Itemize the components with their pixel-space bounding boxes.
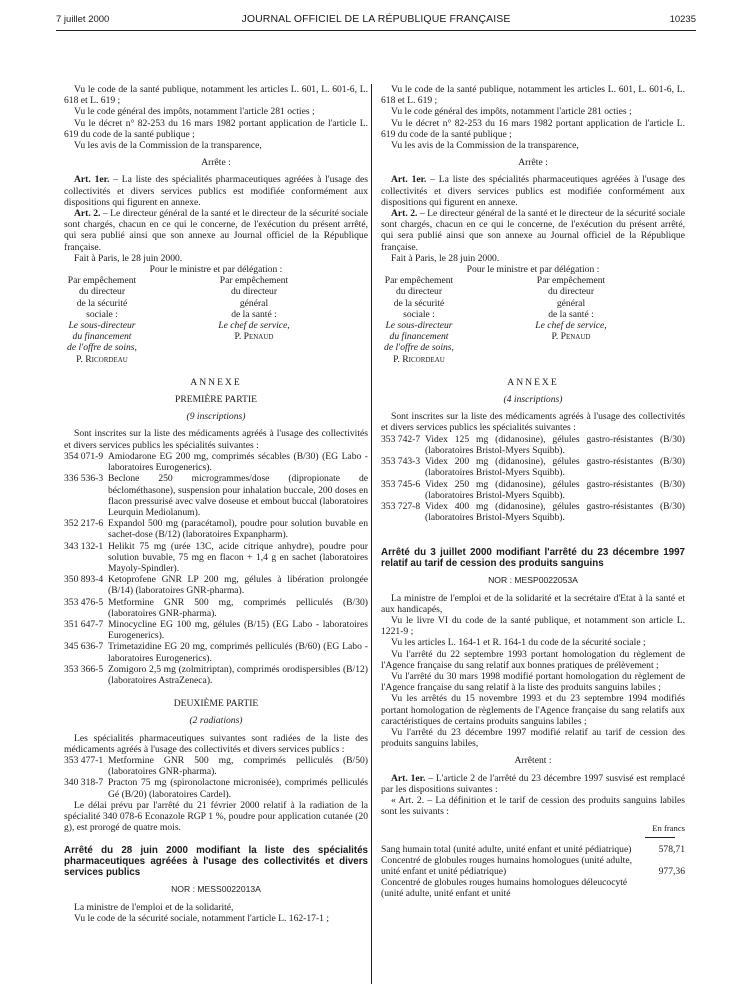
preamble-paragraph: Vu le livre VI du code de la santé publique, et notamment son article L. 1221-9 ; xyxy=(381,614,685,638)
row-value: 578,71 xyxy=(658,843,685,855)
item-text: Practon 75 mg (spironolactone micronisée), comprimés pelliculés Gé (B/20) (laboratoires Cardel). xyxy=(108,777,368,800)
signatory-name: P. Ricordeau xyxy=(393,353,445,365)
nor-reference: NOR : MESS0022013A xyxy=(171,884,261,895)
article-1 xyxy=(64,174,368,208)
signature-line: Le chef de service, xyxy=(218,320,290,332)
item-code: 353 366-5 xyxy=(64,663,104,675)
arretent-heading: Arrêtent : xyxy=(514,755,552,767)
list-item xyxy=(64,574,368,596)
vu-paragraph: Vu les avis de la Commission de la transparence, xyxy=(74,140,262,152)
item-code: 353 727-8 xyxy=(381,500,421,512)
signature-line: du directeur général xyxy=(230,286,278,309)
header-journal-title: JOURNAL OFFICIEL DE LA RÉPUBLIQUE FRANÇAISE xyxy=(241,13,511,25)
signature-line: Par empêchement du directeur xyxy=(67,275,137,298)
signature-line: Par empêchement du directeur xyxy=(384,275,454,298)
signature-line: de la santé : xyxy=(231,308,277,320)
item-code: 353 745-6 xyxy=(381,478,421,490)
row-label: Concentré de globules rouges humains homologues déleucocyté (unité adulte, unité enfant et unité xyxy=(381,877,628,900)
vu-paragraph: Vu les avis de la Commission de la transparence, xyxy=(391,140,579,152)
preamble-paragraph: Vu les articles L. 164-1 et R. 164-1 du code de la sécurité sociale ; xyxy=(391,637,646,649)
item-text: Metformine GNR 500 mg, comprimés pelliculés (B/30) (laboratoires GNR-pharma). xyxy=(108,596,368,619)
list-item xyxy=(381,456,685,478)
item-text: Minocycline EG 100 mg, gélules (B/15) (EG Labo - laboratoires Eurogenerics). xyxy=(108,618,368,642)
item-text: Ketoprofene GNR LP 200 mg, gélules à libération prolongée (B/14) (laboratoires GNR-pharma). xyxy=(108,574,368,597)
article-1 xyxy=(381,174,685,208)
decree-title: Arrêté du 3 juillet 2000 modifiant l'arrêté du 23 décembre 1997 relatif au tarif de cession des produits sanguins xyxy=(381,547,685,570)
signature-right xyxy=(533,275,685,365)
item-code: 351 647-7 xyxy=(64,618,104,630)
list-item xyxy=(64,451,368,473)
inscriptions-count: (9 inscriptions) xyxy=(186,411,246,423)
signature-line: de la sécurité sociale : xyxy=(76,297,128,320)
row-label: Sang humain total (unité adulte, unité enfant et unité pédiatrique) xyxy=(381,843,632,855)
item-text: Expandol 500 mg (paracétamol), poudre pour solution buvable en sachet-dose (B/12) (laboratoires Expanpharm). xyxy=(108,518,368,541)
header-rule xyxy=(56,30,696,31)
item-code: 336 536-3 xyxy=(64,473,104,485)
item-text: Videx 125 mg (didanosine), gélules gastro-résistantes (B/30) (laboratoires Bristol-Myers Squibb). xyxy=(425,433,685,456)
list-item xyxy=(64,619,368,641)
list-item xyxy=(64,473,368,518)
article-label: Art. 1er. xyxy=(74,174,110,186)
right-column xyxy=(381,84,685,900)
vu-paragraph: Vu le code général des impôts, notamment l'article 281 octies ; xyxy=(391,106,632,118)
article-text: – Le directeur général de la santé et le directeur de la sécurité sociale sont chargés, chacun en ce qui le concerne, de l'exécution du présent arrêté, qui sera publié ainsi que son annexe au Journal officiel de la République française. xyxy=(64,208,369,253)
list-item xyxy=(381,434,685,456)
article-label: Art. 2. xyxy=(74,208,101,220)
item-code: 345 636-7 xyxy=(64,641,104,653)
nor-reference: NOR : MESP0022053A xyxy=(488,575,578,586)
item-text: Helikit 75 mg (urée 13C, acide citrique anhydre), poudre pour solution buvable, 75 mg en flacon + 1,4 g en sachet (laboratoires Mayoly-Spindler). xyxy=(108,540,368,574)
vu-paragraph: Vu le décret n° 82-253 du 16 mars 1982 portant application de l'article L. 619 du code de la santé publique ; xyxy=(381,117,685,140)
signature-line: de la santé : xyxy=(548,308,594,320)
minister-line: La ministre de l'emploi et de la solidarité, xyxy=(74,901,234,913)
signature-line: de la sécurité sociale : xyxy=(393,297,445,320)
signature-line: du directeur général xyxy=(547,286,595,309)
list-item xyxy=(64,755,368,777)
item-code: 343 132-1 xyxy=(64,540,104,552)
preamble-paragraph: Vu les arrêtés du 15 novembre 1993 et du 23 septembre 1994 modifiés portant homologation de règlements de l'Agence française du sang relatifs aux caractéristiques de certains produits sanguins labiles ; xyxy=(381,693,685,727)
column-divider xyxy=(371,84,372,984)
list-item xyxy=(64,641,368,663)
list-item xyxy=(64,541,368,575)
table-row xyxy=(381,844,685,855)
delegation-line: Pour le ministre et par délégation : xyxy=(466,264,600,276)
vu-paragraph: Vu le décret n° 82-253 du 16 mars 1982 portant application de l'article L. 619 du code de la santé publique ; xyxy=(64,117,368,140)
header-date: 7 juillet 2000 xyxy=(56,14,110,25)
list-item xyxy=(64,597,368,619)
vu-paragraph: Vu le code de la santé publique, notamment les articles L. 601, L. 601-6, L. 618 et L. 619 ; xyxy=(381,84,685,107)
signatory-name: P. Penaud xyxy=(551,331,591,343)
signature-line: Par empêchement xyxy=(536,275,606,287)
article-text: – Le directeur général de la santé et le directeur de la sécurité sociale sont chargés, chacun en ce qui le concerne, de l'exécution du présent arrêté, qui sera publié ainsi que son annexe au Journal officiel de la République française. xyxy=(381,208,686,253)
article-text: – L'article 2 de l'arrêté du 23 décembre 1997 susvisé est remplacé par les dispositions suivantes : xyxy=(381,772,685,795)
signature-block xyxy=(381,275,685,365)
page-header xyxy=(56,14,696,28)
item-text: Videx 250 mg (didanosine), gélules gastro-résistantes (B/30) (laboratoires Bristol-Myers Squibb). xyxy=(425,478,685,501)
item-text: Beclone 250 microgrammes/dose (dipropionate de béclométhasone), suspension pour inhalation buccale, 200 doses en flacon pressurisé avec valve doseuse et embout buccal (laboratoires Leurquin Mediolanum). xyxy=(108,473,368,518)
item-code: 353 743-3 xyxy=(381,456,421,468)
item-text: Metformine GNR 500 mg, comprimés pelliculés (B/50) (laboratoires GNR-pharma). xyxy=(108,754,368,778)
signatory-name: P. Ricordeau xyxy=(76,353,128,365)
item-code: 353 477-1 xyxy=(64,754,104,766)
article-label: Art. 2. xyxy=(391,208,418,220)
arrete-heading: Arrête : xyxy=(518,157,548,169)
table-row xyxy=(381,855,685,877)
item-code: 340 318-7 xyxy=(64,777,104,789)
preamble-paragraph: Vu l'arrêté du 30 mars 1998 modifié portant homologation du règlement de l'Agence française du sang relatif à la liste des produits sanguins labiles ; xyxy=(381,670,685,694)
list-intro: Les spécialités pharmaceutiques suivantes sont radiées de la liste des médicaments agréés à l'usage des collectivités et divers services publics : xyxy=(64,732,368,755)
signature-line: de l'offre de soins, xyxy=(384,342,454,354)
signature-left xyxy=(381,275,533,365)
signature-line: Le sous-directeur du financement xyxy=(385,320,453,343)
part-heading: DEUXIÈME PARTIE xyxy=(173,698,259,710)
vu-paragraph: Vu le code général des impôts, notamment l'article 281 octies ; xyxy=(74,106,315,118)
radiations-count: (2 radiations) xyxy=(189,715,243,727)
delay-paragraph: Le délai prévu par l'arrêté du 21 février 2000 relatif à la radiation de la spécialité 340 078-6 Econazole RGP 1 %, poudre pour application cutanée (20 g), est prorogé de quatre mois. xyxy=(64,799,368,834)
table-unit-label: En francs xyxy=(652,823,685,834)
signature-line: Le chef de service, xyxy=(535,320,607,332)
item-code: 354 071-9 xyxy=(64,450,104,462)
decree-title: Arrêté du 28 juin 2000 modifiant la liste des spécialités pharmaceutiques agréées à l'usage des collectivités et divers services publics xyxy=(64,845,368,879)
signature-line: Par empêchement xyxy=(219,275,289,287)
signature-line: de l'offre de soins, xyxy=(67,342,137,354)
fait-line: Fait à Paris, le 28 juin 2000. xyxy=(391,252,500,264)
item-text: Zomigoro 2,5 mg (zolmitriptan), comprimés orodispersibles (B/12) (laboratoires AstraZeneca). xyxy=(108,663,368,686)
item-code: 352 217-6 xyxy=(64,518,104,530)
preamble-paragraph: Vu l'arrêté du 22 septembre 1993 portant homologation du règlement de l'Agence française du sang relatif aux bonnes pratiques de prélèvement ; xyxy=(381,648,685,671)
item-text: Amiodarone EG 200 mg, comprimés sécables (B/30) (EG Labo - laboratoires Eurogenerics). xyxy=(108,450,368,474)
signatory-name: P. Penaud xyxy=(234,331,274,343)
annexe-heading: ANNEXE xyxy=(507,376,559,388)
item-text: Videx 200 mg (didanosine), gélules gastro-résistantes (B/30) (laboratoires Bristol-Myers Squibb). xyxy=(425,456,685,479)
article-2 xyxy=(381,208,685,253)
left-column xyxy=(64,84,368,924)
signature-line: Le sous-directeur du financement xyxy=(68,320,136,343)
item-code: 353 476-5 xyxy=(64,596,104,608)
article-text: – La liste des spécialités pharmaceutiques agréées à l'usage des collectivités et divers services publics est modifiée conformément aux dispositions qui figurent en annexe. xyxy=(381,174,685,208)
part-heading: PREMIÈRE PARTIE xyxy=(175,394,257,406)
list-intro: Sont inscrites sur la liste des médicaments agréés à l'usage des collectivités et divers services publics les spécialités suivantes : xyxy=(381,411,685,434)
vu-paragraph: Vu le code de la santé publique, notamment les articles L. 601, L. 601-6, L. 618 et L. 619 ; xyxy=(64,84,368,107)
preamble-paragraph: La ministre de l'emploi et de la solidarité et la secrétaire d'Etat à la santé et aux handicapés, xyxy=(381,592,685,615)
item-text: Videx 400 mg (didanosine), gélules gastro-résistantes (B/30) (laboratoires Bristol-Myers Squibb). xyxy=(425,500,685,524)
signature-block xyxy=(64,275,368,365)
vu-paragraph: Vu le code de la sécurité sociale, notamment l'article L. 162-17-1 ; xyxy=(74,912,330,924)
row-value: 977,36 xyxy=(658,865,685,877)
article-label: Art. 1er. xyxy=(391,772,426,784)
article-2 xyxy=(64,208,368,253)
list-item xyxy=(381,479,685,501)
item-code: 350 893-4 xyxy=(64,574,104,586)
article-2-quote: « Art. 2. – La définition et le tarif de cession des produits sanguins labiles sont les suivants : xyxy=(381,794,685,818)
delegation-line: Pour le ministre et par délégation : xyxy=(149,264,283,276)
article-text: – La liste des spécialités pharmaceutiques agréées à l'usage des collectivités et divers services publics est modifiée conformément aux dispositions qui figurent en annexe. xyxy=(64,174,368,208)
list-item xyxy=(64,777,368,799)
signature-right xyxy=(216,275,368,365)
row-label: Concentré de globules rouges humains homologues (unité adulte, unité enfant et unité pédiatrique) xyxy=(381,854,632,877)
list-intro: Sont inscrites sur la liste des médicaments agréés à l'usage des collectivités et divers services publics les spécialités suivantes : xyxy=(64,428,368,451)
list-item xyxy=(381,501,685,523)
header-page-number: 10235 xyxy=(669,14,696,25)
item-text: Trimetazidine EG 20 mg, comprimés pelliculés (B/60) (EG Labo - laboratoires Eurogenerics). xyxy=(108,641,368,664)
article-1 xyxy=(381,773,685,795)
list-item xyxy=(64,664,368,686)
list-item xyxy=(64,518,368,540)
preamble-paragraph: Vu l'arrêté du 23 décembre 1997 modifié relatif au tarif de cession des produits sanguins labiles, xyxy=(381,726,685,750)
inscriptions-count: (4 inscriptions) xyxy=(503,394,563,406)
signature-left xyxy=(64,275,216,365)
annexe-heading: ANNEXE xyxy=(190,376,242,388)
arrete-heading: Arrête : xyxy=(201,157,231,169)
fait-line: Fait à Paris, le 28 juin 2000. xyxy=(74,252,183,264)
table-row xyxy=(381,877,685,899)
article-label: Art. 1er. xyxy=(391,174,427,186)
item-code: 353 742-7 xyxy=(381,433,421,445)
